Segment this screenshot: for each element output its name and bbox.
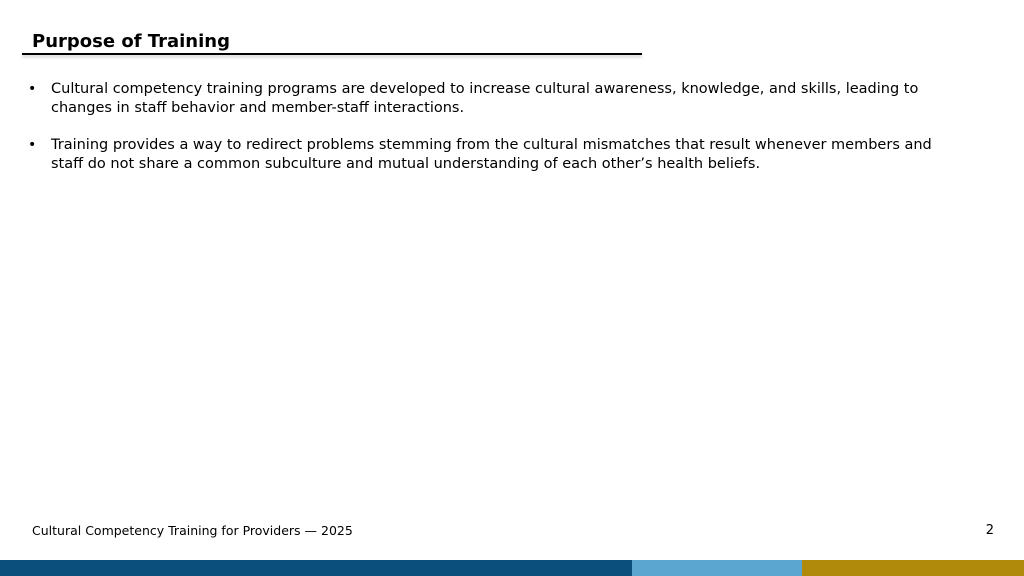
bullet-text: Training provides a way to redirect problems stemming from the cultural mismatches that result whenever members and staff do not share a common subculture and mutual understanding of each other’s health beliefs. xyxy=(51,137,932,172)
bullet-item xyxy=(28,136,958,174)
bullet-marker: • xyxy=(28,137,37,153)
bullet-text: Cultural competency training programs are developed to increase cultural awareness, knowledge, and skills, leading to changes in staff behavior and member-staff interactions. xyxy=(51,81,919,116)
bullet-item xyxy=(28,80,958,118)
title-underline xyxy=(22,53,642,55)
page-number: 2 xyxy=(985,523,994,538)
slide-title: Purpose of Training xyxy=(32,31,230,52)
bullet-list xyxy=(28,80,958,192)
footer-bar-light-blue xyxy=(632,560,802,576)
bullet-marker: • xyxy=(28,81,37,97)
footer-bar-dark-blue xyxy=(0,560,632,576)
footer-text: Cultural Competency Training for Providers — 2025 xyxy=(32,523,353,538)
footer-bar-gold xyxy=(802,560,1024,576)
